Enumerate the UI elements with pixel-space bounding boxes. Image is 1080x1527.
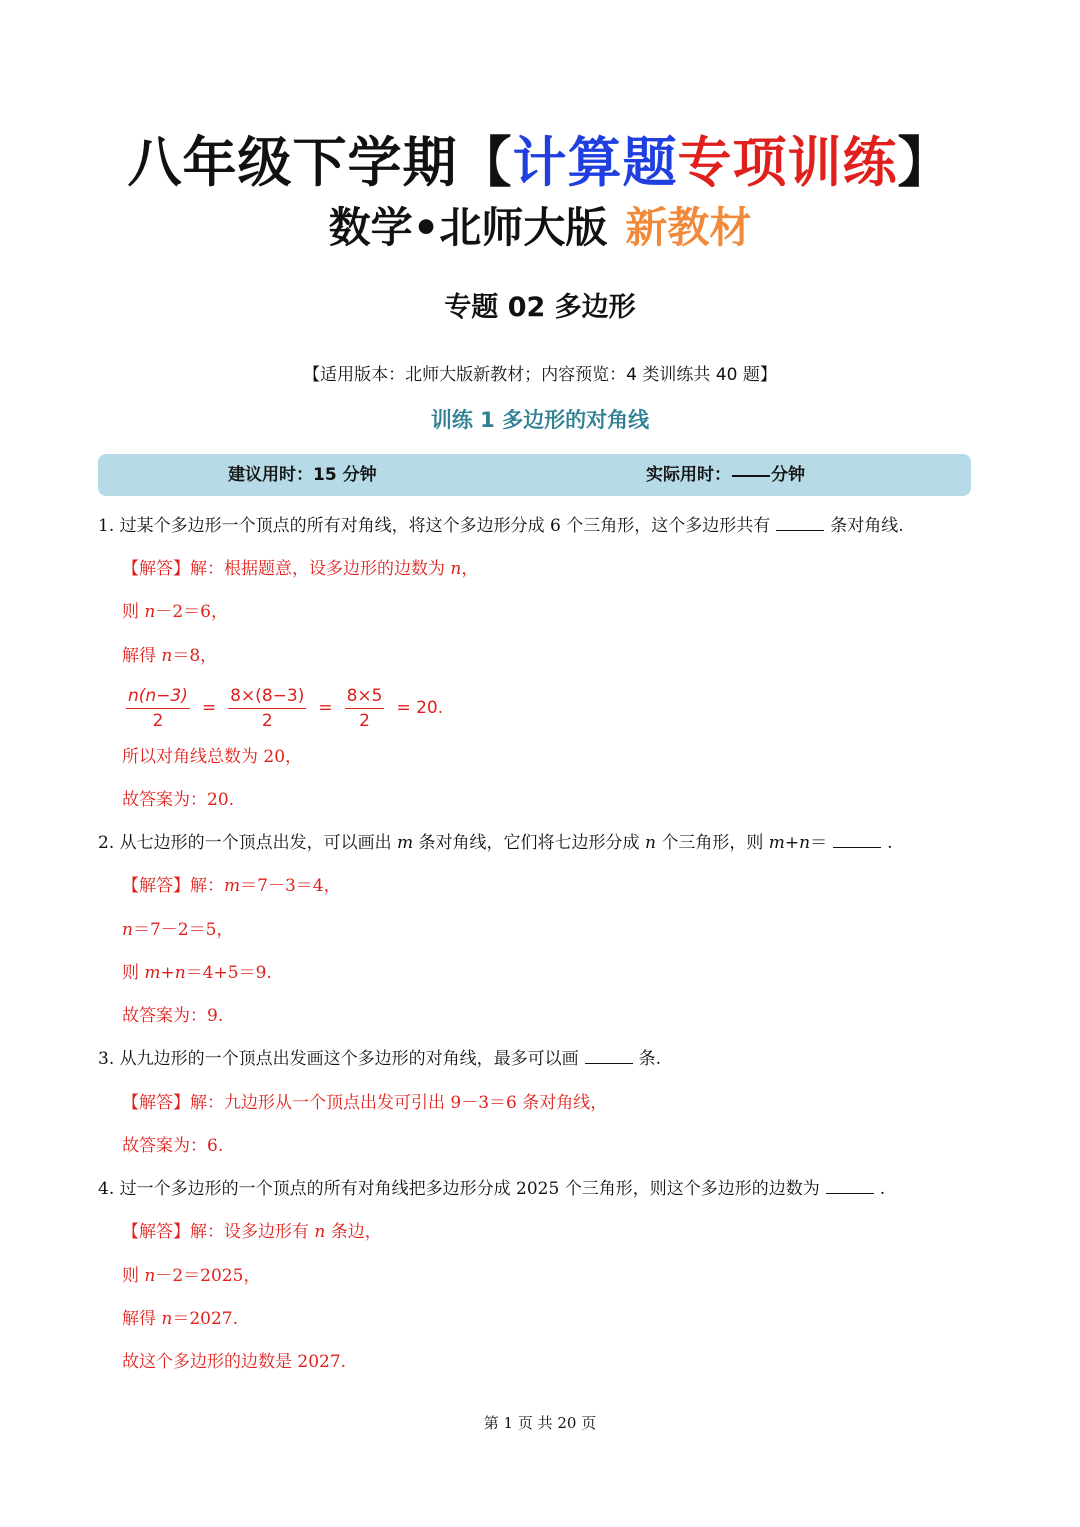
answer-1-formula xyxy=(122,684,451,732)
answer-1-line-2 xyxy=(122,600,228,624)
answer-text: ＝7－2＝5， xyxy=(132,920,234,940)
fraction-3-denominator: 2 xyxy=(359,710,370,731)
answer-text: 条边， xyxy=(325,1222,382,1242)
fraction-1 xyxy=(126,686,190,731)
answer-text: 则 xyxy=(122,1266,145,1286)
answer-text: ＝2027. xyxy=(172,1309,239,1329)
question-1-blank[interactable] xyxy=(776,514,824,531)
answer-text: 解得 xyxy=(122,646,162,666)
main-title xyxy=(0,128,1080,198)
question-1-text-end: 条对角线. xyxy=(830,516,904,536)
answer-1-line-1 xyxy=(122,557,478,581)
actual-time-unit: 分钟 xyxy=(771,465,805,485)
variable-n: n xyxy=(122,920,133,940)
answer-4-line-3 xyxy=(122,1307,238,1331)
variable-m: m xyxy=(144,963,161,983)
question-4-text: 4. 过一个多边形的一个顶点的所有对角线把多边形分成 2025 个三角形，则这个多边形的边数为 xyxy=(98,1179,820,1199)
question-3-blank[interactable] xyxy=(585,1047,633,1064)
answer-text: 【解答】解：设多边形有 xyxy=(122,1222,315,1242)
answer-2-line-1 xyxy=(122,874,341,898)
question-2-text: 2. 从七边形的一个顶点出发，可以画出 xyxy=(98,833,398,853)
answer-2-line-2 xyxy=(122,918,233,942)
fraction-3 xyxy=(345,686,385,731)
question-2-text: 个三角形，则 xyxy=(655,833,769,853)
variable-m: m xyxy=(397,833,414,853)
answer-2-line-3 xyxy=(122,961,272,985)
title-part-training: 专项训练 xyxy=(677,131,898,194)
version-meta: 【适用版本：北师大版新教材；内容预览：4 类训练共 40 题】 xyxy=(303,365,777,385)
variable-n: n xyxy=(161,1309,173,1329)
topic-heading: 专题 02 多边形 xyxy=(444,292,636,323)
subtitle xyxy=(0,200,1080,256)
question-2 xyxy=(98,831,892,855)
fraction-2 xyxy=(228,686,306,731)
equals-sign: = xyxy=(201,698,217,718)
question-3-text-end: 条. xyxy=(638,1049,662,1069)
question-4-text-end: . xyxy=(879,1179,886,1199)
variable-m: m xyxy=(224,876,241,896)
question-2-blank[interactable] xyxy=(833,831,881,848)
answer-4-line-1 xyxy=(122,1220,382,1244)
question-3 xyxy=(98,1047,661,1071)
answer-text: ＝8， xyxy=(172,646,218,666)
answer-4-line-2 xyxy=(122,1264,260,1288)
answer-text: －2＝2025， xyxy=(155,1266,261,1286)
formula-result: = 20. xyxy=(396,698,444,718)
plus-sign: + xyxy=(784,833,800,853)
answer-text: 解得 xyxy=(122,1309,162,1329)
question-2-text: 条对角线，它们将七边形分成 xyxy=(413,833,645,853)
question-2-text: ＝ xyxy=(810,833,828,853)
question-1 xyxy=(98,514,904,538)
time-bar xyxy=(98,454,971,496)
question-3-text: 3. 从九边形的一个顶点出发画这个多边形的对角线，最多可以画 xyxy=(98,1049,579,1069)
variable-n: n xyxy=(144,1266,156,1286)
fraction-1-numerator: n(n−3) xyxy=(126,686,190,709)
answer-text: ＝7－3＝4， xyxy=(240,876,341,896)
actual-time-blank[interactable] xyxy=(732,475,770,477)
answer-text: 则 xyxy=(122,963,145,983)
answer-text: ＝4+5＝9. xyxy=(185,963,272,983)
subtitle-new-textbook: 新教材 xyxy=(625,203,752,252)
fraction-2-denominator: 2 xyxy=(261,710,273,731)
answer-text: ， xyxy=(461,559,479,579)
actual-time xyxy=(646,463,805,487)
answer-2-line-4: 故答案为：9. xyxy=(122,1006,224,1026)
variable-n: n xyxy=(314,1222,326,1242)
title-part-bracket: 】 xyxy=(897,131,953,194)
subtitle-edition: 数学•北师大版 xyxy=(328,203,608,252)
answer-1-line-5: 所以对角线总数为 20， xyxy=(122,747,303,767)
title-part-calc: 计算题 xyxy=(512,131,678,194)
page-number: 第 1 页 共 20 页 xyxy=(483,1414,597,1432)
variable-n: n xyxy=(144,602,156,622)
answer-text: 则 xyxy=(122,602,145,622)
fraction-2-numerator: 8×(8−3) xyxy=(228,686,306,709)
answer-1-line-3 xyxy=(122,644,217,668)
variable-n: n xyxy=(450,559,462,579)
actual-time-label: 实际用时： xyxy=(646,465,731,485)
variable-n: n xyxy=(799,833,811,853)
question-1-text: 1. 过某个多边形一个顶点的所有对角线，将这个多边形分成 6 个三角形，这个多边形共有 xyxy=(98,516,771,536)
equals-sign: = xyxy=(318,698,333,718)
fraction-1-denominator: 2 xyxy=(152,710,164,731)
answer-text: －2＝6， xyxy=(155,602,228,622)
answer-text: 【解答】解： xyxy=(122,876,224,896)
training-heading: 训练 1 多边形的对角线 xyxy=(430,408,650,432)
plus-sign: + xyxy=(160,963,175,983)
title-part-grade: 八年级下学期【 xyxy=(127,131,513,194)
suggested-time: 建议用时：15 分钟 xyxy=(228,465,377,485)
fraction-3-numerator: 8×5 xyxy=(345,686,385,709)
answer-text: 【解答】解：根据题意，设多边形的边数为 xyxy=(122,559,451,579)
answer-3-line-2: 故答案为：6. xyxy=(122,1136,224,1156)
answer-3-line-1: 【解答】解：九边形从一个顶点出发可引出 9－3＝6 条对角线， xyxy=(122,1093,608,1113)
variable-m: m xyxy=(768,833,785,853)
variable-n: n xyxy=(644,833,656,853)
answer-1-line-6: 故答案为：20. xyxy=(122,790,235,810)
answer-4-line-4: 故这个多边形的边数是 2027. xyxy=(122,1352,347,1372)
question-2-text-end: . xyxy=(887,833,893,853)
question-4-blank[interactable] xyxy=(826,1177,874,1194)
variable-n: n xyxy=(174,963,186,983)
variable-n: n xyxy=(161,646,173,666)
question-4 xyxy=(98,1177,885,1201)
